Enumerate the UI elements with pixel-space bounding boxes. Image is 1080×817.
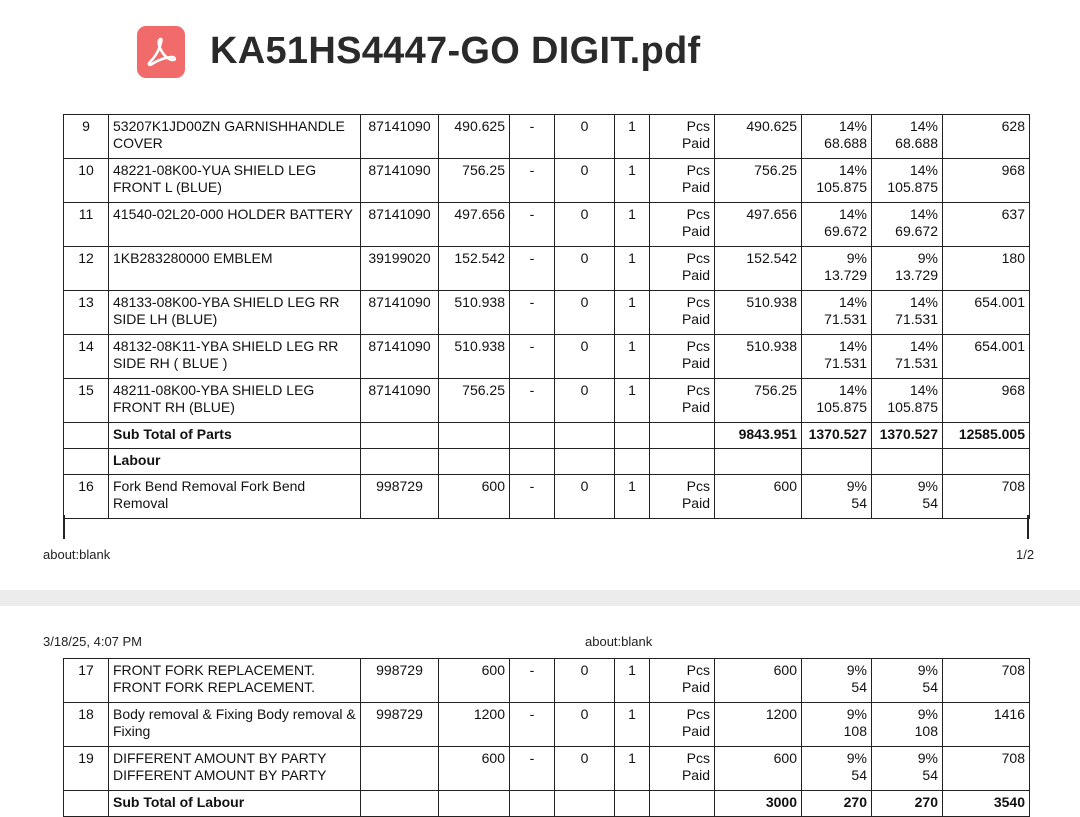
quantity: 1 (615, 659, 650, 703)
sgst-rate-amount: 14% 71.531 (872, 335, 943, 379)
subtotal-label: Sub Total of Labour (109, 791, 361, 817)
discount-amount: 0 (555, 247, 615, 291)
subtotal-sgst: 1370.527 (872, 423, 943, 449)
unit-status: Pcs Paid (650, 203, 715, 247)
row-number: 15 (64, 379, 109, 423)
item-description: Body removal & Fixing Body removal & Fixing (109, 703, 361, 747)
empty-cell (510, 423, 555, 449)
unit-rate: 756.25 (439, 379, 510, 423)
unit-rate: 510.938 (439, 335, 510, 379)
cgst-rate-amount: 9% 108 (802, 703, 872, 747)
hsn-code (361, 747, 439, 791)
discount-value: - (510, 291, 555, 335)
sgst-rate-amount: 14% 105.875 (872, 159, 943, 203)
discount-amount: 0 (555, 659, 615, 703)
unit-rate: 600 (439, 747, 510, 791)
discount-amount: 0 (555, 159, 615, 203)
unit-status: Pcs Paid (650, 159, 715, 203)
empty-cell (650, 449, 715, 475)
empty-cell (64, 449, 109, 475)
discount-value: - (510, 203, 555, 247)
row-number: 18 (64, 703, 109, 747)
line-total: 708 (943, 747, 1030, 791)
cgst-rate-amount: 14% 68.688 (802, 115, 872, 159)
unit-rate: 490.625 (439, 115, 510, 159)
line-total: 708 (943, 475, 1030, 519)
unit-rate: 152.542 (439, 247, 510, 291)
item-description: 48133-08K00-YBA SHIELD LEG RR SIDE LH (BLUE) (109, 291, 361, 335)
section-heading: Labour (109, 449, 361, 475)
discount-amount: 0 (555, 475, 615, 519)
unit-status: Pcs Paid (650, 335, 715, 379)
discount-value: - (510, 747, 555, 791)
cgst-rate-amount: 14% 71.531 (802, 335, 872, 379)
subtotal-cgst: 270 (802, 791, 872, 817)
discount-value: - (510, 475, 555, 519)
discount-value: - (510, 247, 555, 291)
empty-cell (715, 449, 802, 475)
hsn-code: 998729 (361, 475, 439, 519)
discount-value: - (510, 379, 555, 423)
row-number: 10 (64, 159, 109, 203)
line-total: 654.001 (943, 291, 1030, 335)
cgst-rate-amount: 9% 13.729 (802, 247, 872, 291)
taxable-amount: 600 (715, 475, 802, 519)
hsn-code: 87141090 (361, 159, 439, 203)
item-description: 41540-02L20-000 HOLDER BATTERY (109, 203, 361, 247)
discount-amount: 0 (555, 291, 615, 335)
hsn-code: 87141090 (361, 203, 439, 247)
unit-rate: 600 (439, 475, 510, 519)
line-total: 180 (943, 247, 1030, 291)
item-description: 48221-08K00-YUA SHIELD LEG FRONT L (BLUE) (109, 159, 361, 203)
unit-rate: 497.656 (439, 203, 510, 247)
invoice-table-page1 (63, 114, 1030, 519)
file-name-title: KA51HS4447-GO DIGIT.pdf (210, 30, 701, 72)
unit-rate: 1200 (439, 703, 510, 747)
subtotal-total: 12585.005 (943, 423, 1030, 449)
discount-amount: 0 (555, 115, 615, 159)
taxable-amount: 510.938 (715, 335, 802, 379)
subtotal-cgst: 1370.527 (802, 423, 872, 449)
taxable-amount: 497.656 (715, 203, 802, 247)
discount-amount: 0 (555, 703, 615, 747)
item-description: Fork Bend Removal Fork Bend Removal (109, 475, 361, 519)
unit-rate: 510.938 (439, 291, 510, 335)
unit-status: Pcs Paid (650, 703, 715, 747)
sgst-rate-amount: 14% 69.672 (872, 203, 943, 247)
section-heading-row (64, 449, 1030, 475)
subtotal-labour-row (64, 791, 1030, 817)
empty-cell (64, 423, 109, 449)
cgst-rate-amount: 14% 69.672 (802, 203, 872, 247)
line-total: 1416 (943, 703, 1030, 747)
invoice-table-page2 (63, 658, 1030, 817)
line-total: 628 (943, 115, 1030, 159)
sgst-rate-amount: 9% 108 (872, 703, 943, 747)
empty-cell (802, 449, 872, 475)
table-row (64, 659, 1030, 703)
hsn-code: 998729 (361, 703, 439, 747)
unit-rate: 756.25 (439, 159, 510, 203)
subtotal-sgst: 270 (872, 791, 943, 817)
table-left-border-continuation (63, 515, 65, 539)
discount-amount: 0 (555, 379, 615, 423)
unit-status: Pcs Paid (650, 475, 715, 519)
pdf-file-icon[interactable] (137, 26, 185, 78)
cgst-rate-amount: 14% 105.875 (802, 379, 872, 423)
taxable-amount: 756.25 (715, 379, 802, 423)
subtotal-taxable: 3000 (715, 791, 802, 817)
sgst-rate-amount: 9% 13.729 (872, 247, 943, 291)
hsn-code: 998729 (361, 659, 439, 703)
row-number: 11 (64, 203, 109, 247)
viewer-header (0, 0, 1080, 110)
print-timestamp: 3/18/25, 4:07 PM (43, 634, 143, 649)
table-right-border-continuation (1027, 515, 1029, 539)
subtotal-parts-row (64, 423, 1030, 449)
quantity: 1 (615, 115, 650, 159)
empty-cell (361, 449, 439, 475)
hsn-code: 87141090 (361, 335, 439, 379)
empty-cell (650, 791, 715, 817)
row-number: 9 (64, 115, 109, 159)
line-total: 654.001 (943, 335, 1030, 379)
sgst-rate-amount: 9% 54 (872, 747, 943, 791)
table-row (64, 475, 1030, 519)
sgst-rate-amount: 14% 68.688 (872, 115, 943, 159)
unit-status: Pcs Paid (650, 379, 715, 423)
taxable-amount: 756.25 (715, 159, 802, 203)
line-total: 968 (943, 379, 1030, 423)
unit-status: Pcs Paid (650, 747, 715, 791)
table-row (64, 335, 1030, 379)
table-row (64, 115, 1030, 159)
page-number: 1/2 (1016, 547, 1035, 562)
quantity: 1 (615, 291, 650, 335)
table-row (64, 291, 1030, 335)
quantity: 1 (615, 703, 650, 747)
row-number: 13 (64, 291, 109, 335)
empty-cell (615, 791, 650, 817)
quantity: 1 (615, 475, 650, 519)
empty-cell (439, 449, 510, 475)
empty-cell (361, 791, 439, 817)
taxable-amount: 600 (715, 659, 802, 703)
quantity: 1 (615, 379, 650, 423)
empty-cell (510, 449, 555, 475)
empty-cell (439, 423, 510, 449)
hsn-code: 87141090 (361, 291, 439, 335)
item-description: FRONT FORK REPLACEMENT. FRONT FORK REPLACEMENT. (109, 659, 361, 703)
taxable-amount: 490.625 (715, 115, 802, 159)
cgst-rate-amount: 14% 105.875 (802, 159, 872, 203)
discount-amount: 0 (555, 747, 615, 791)
empty-cell (650, 423, 715, 449)
row-number: 12 (64, 247, 109, 291)
unit-status: Pcs Paid (650, 291, 715, 335)
item-description: 1KB283280000 EMBLEM (109, 247, 361, 291)
unit-status: Pcs Paid (650, 115, 715, 159)
pdf-page-2 (0, 606, 1080, 810)
quantity: 1 (615, 247, 650, 291)
table-row (64, 379, 1030, 423)
empty-cell (64, 791, 109, 817)
hsn-code: 87141090 (361, 115, 439, 159)
subtotal-taxable: 9843.951 (715, 423, 802, 449)
row-number: 16 (64, 475, 109, 519)
discount-value: - (510, 703, 555, 747)
row-number: 14 (64, 335, 109, 379)
quantity: 1 (615, 747, 650, 791)
taxable-amount: 510.938 (715, 291, 802, 335)
pdf-page-1 (0, 110, 1080, 590)
empty-cell (615, 449, 650, 475)
empty-cell (439, 791, 510, 817)
quantity: 1 (615, 203, 650, 247)
empty-cell (872, 449, 943, 475)
cgst-rate-amount: 9% 54 (802, 659, 872, 703)
unit-status: Pcs Paid (650, 247, 715, 291)
table-row (64, 703, 1030, 747)
item-description: 48132-08K11-YBA SHIELD LEG RR SIDE RH ( BLUE ) (109, 335, 361, 379)
discount-amount: 0 (555, 335, 615, 379)
cgst-rate-amount: 9% 54 (802, 475, 872, 519)
quantity: 1 (615, 159, 650, 203)
table-row (64, 247, 1030, 291)
cgst-rate-amount: 14% 71.531 (802, 291, 872, 335)
discount-value: - (510, 159, 555, 203)
hsn-code: 87141090 (361, 379, 439, 423)
line-total: 637 (943, 203, 1030, 247)
item-description: DIFFERENT AMOUNT BY PARTY DIFFERENT AMOUNT BY PARTY (109, 747, 361, 791)
page-gap (0, 590, 1080, 606)
sgst-rate-amount: 9% 54 (872, 475, 943, 519)
empty-cell (555, 791, 615, 817)
row-number: 17 (64, 659, 109, 703)
line-total: 708 (943, 659, 1030, 703)
table-row (64, 203, 1030, 247)
empty-cell (555, 449, 615, 475)
table-row (64, 747, 1030, 791)
line-total: 968 (943, 159, 1030, 203)
page-header-url: about:blank (585, 634, 653, 649)
taxable-amount: 1200 (715, 703, 802, 747)
unit-rate: 600 (439, 659, 510, 703)
unit-status: Pcs Paid (650, 659, 715, 703)
subtotal-total: 3540 (943, 791, 1030, 817)
discount-value: - (510, 115, 555, 159)
empty-cell (943, 449, 1030, 475)
discount-value: - (510, 335, 555, 379)
empty-cell (555, 423, 615, 449)
empty-cell (361, 423, 439, 449)
table-row (64, 159, 1030, 203)
subtotal-label: Sub Total of Parts (109, 423, 361, 449)
taxable-amount: 152.542 (715, 247, 802, 291)
page-footer-url: about:blank (43, 547, 111, 562)
hsn-code: 39199020 (361, 247, 439, 291)
discount-value: - (510, 659, 555, 703)
sgst-rate-amount: 9% 54 (872, 659, 943, 703)
taxable-amount: 600 (715, 747, 802, 791)
discount-amount: 0 (555, 203, 615, 247)
row-number: 19 (64, 747, 109, 791)
item-description: 53207K1JD00ZN GARNISHHANDLE COVER (109, 115, 361, 159)
quantity: 1 (615, 335, 650, 379)
cgst-rate-amount: 9% 54 (802, 747, 872, 791)
empty-cell (510, 791, 555, 817)
item-description: 48211-08K00-YBA SHIELD LEG FRONT RH (BLUE) (109, 379, 361, 423)
sgst-rate-amount: 14% 105.875 (872, 379, 943, 423)
empty-cell (615, 423, 650, 449)
sgst-rate-amount: 14% 71.531 (872, 291, 943, 335)
